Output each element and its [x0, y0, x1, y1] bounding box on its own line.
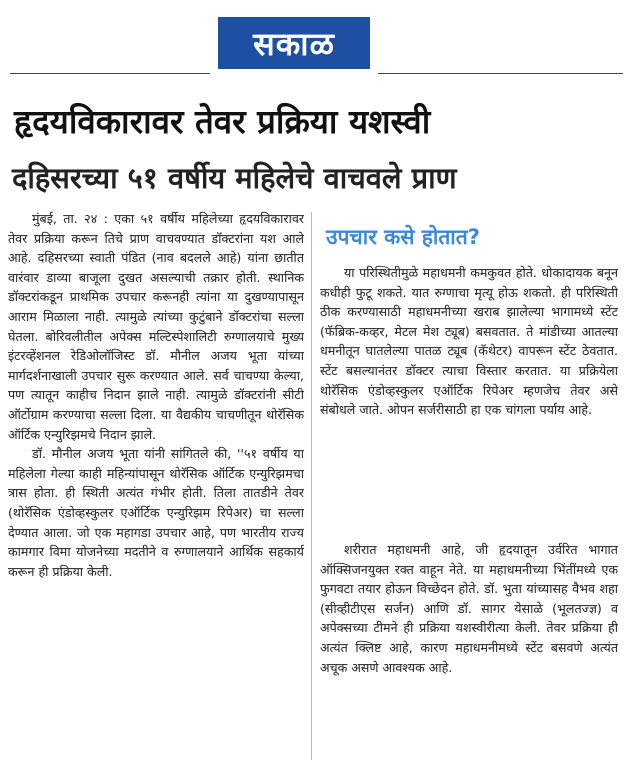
left-paragraph-2: डॉ. मौनील अजय भूता यांनी सांगितले की, ''५१ वर्षीय या महिलेला गेल्या काही महिन्यांपासून थोरॅसिक ऑर्टिक एन्युरिझमचा त्रास होता. ही स्थिती अत्यंत गंभीर होती. तिला तातडीने तेवर (थोरॅसिक एंडोव्हस्कुलर एऑर्टिक एन्युरिझम रिपेअर) चा सल्ला देण्यात आला. जो एक महागडा उपचार आहे, पण भारतीय राज्य कामगार विमा योजनेच्या मदतीने व रुग्णालयाने आर्थिक सहकार्य करून ही प्रक्रिया केली. — [8, 446, 304, 579]
masthead-rule-left — [10, 73, 210, 74]
right-column-bottom — [320, 540, 618, 762]
article-headline: हृदयविकारावर तेवर प्रक्रिया यशस्वी — [14, 102, 431, 141]
column-divider — [311, 212, 312, 760]
treatment-subhead: उपचार कसे होतात? — [326, 225, 480, 249]
left-paragraph-1: मुंबई, ता. २४ : एका ५१ वर्षीय महिलेच्या हृदयविकारावर तेवर प्रक्रिया करून तिचे प्राण वाचवण्यात डॉक्टरांना यश आले आहे. दहिसरच्या स्वाती पंडित (नाव बदलले आहे) यांना छातीत वारंवार डाव्या बाजूला दुखत असल्याची तक्रार होती. स्थानिक डॉक्टरांकडून प्राथमिक उपचार करूनही त्यांना या दुखण्यापासून आराम मिळाला नाही. त्यामुळे त्यांच्या कुटुंबाने डॉक्टरांचा सल्ला घेतला. बोरिवलीतील अपेक्स मल्टिस्पेशालिटी रुग्णालयाचे मुख्य इंटरव्हेंशनल रेडिओलॉजिस्ट डॉ. मौनील अजय भूता यांच्या मार्गदर्शनाखाली उपचार सुरू करण्यात आले. सर्व चाचण्या केल्या, पण त्यातून काहीच निदान झाले नाही. त्यामुळे डॉक्टरांनी सीटी ऑर्टोग्राम करण्याचा सल्ला दिला. या वैद्यकीय चाचणीतून थोरॅसिक ऑर्टिक एन्युरिझमचे निदान झाले. — [8, 211, 304, 442]
right-paragraph-1: या परिस्थितीमुळे महाधमनी कमकुवत होते. धोकादायक बनून कधीही फुटू शकते. यात रुग्णाचा मृत्यू होऊ शकतो. ही परिस्थिती ठीक करण्यासाठी महाधमनीच्या खराब झालेल्या भागामध्ये स्टेंट (फॅब्रिक-कव्हर, मेटल मेश ट्यूब) बसवतात. ते मांडीच्या आतल्या धमनीतून घातलेल्या पातळ ट्यूब (कॅथेटर) वापरून स्टेंट ठेवतात. स्टेंट बसल्यानंतर डॉक्टर त्याचा विस्तार करतात. या प्रक्रियेला थोरॅसिक एंडोव्हस्कुलर एऑर्टिक रिपेअर म्हणजेच तेवर असे संबोधले जाते. ओपन सर्जरीसाठी हा एक चांगला पर्याय आहे. — [320, 265, 618, 418]
left-column — [8, 209, 304, 769]
right-paragraph-2: शरीरात महाधमनी आहे, जी हृदयातून उर्वरित भागात ऑक्सिजनयुक्त रक्त वाहून नेते. या महाधमनीच्या भिंतींमध्ये एक फुगवटा तयार होऊन विच्छेदन होते. डॉ. भुता यांच्यासह वैभव शहा (सीव्हीटीएस सर्जन) आणि डॉ. सागर येसाळे (भूलतज्ज्ञ) व अपेक्सच्या टीमने ही प्रक्रिया यशस्वीरीत्या केली. तेवर प्रक्रिया ही अत्यंत क्लिष्ट आहे, कारण महाधमनीमध्ये स्टेंट बसवणे अत्यंत अचूक असणे आवश्यक आहे. — [320, 542, 618, 675]
newspaper-logo: सकाळ — [218, 17, 370, 69]
masthead-rule-right — [378, 73, 623, 74]
right-column-top — [320, 263, 618, 523]
article-subheadline: दहिसरच्या ५१ वर्षीय महिलेचे वाचवले प्राण — [12, 161, 457, 195]
